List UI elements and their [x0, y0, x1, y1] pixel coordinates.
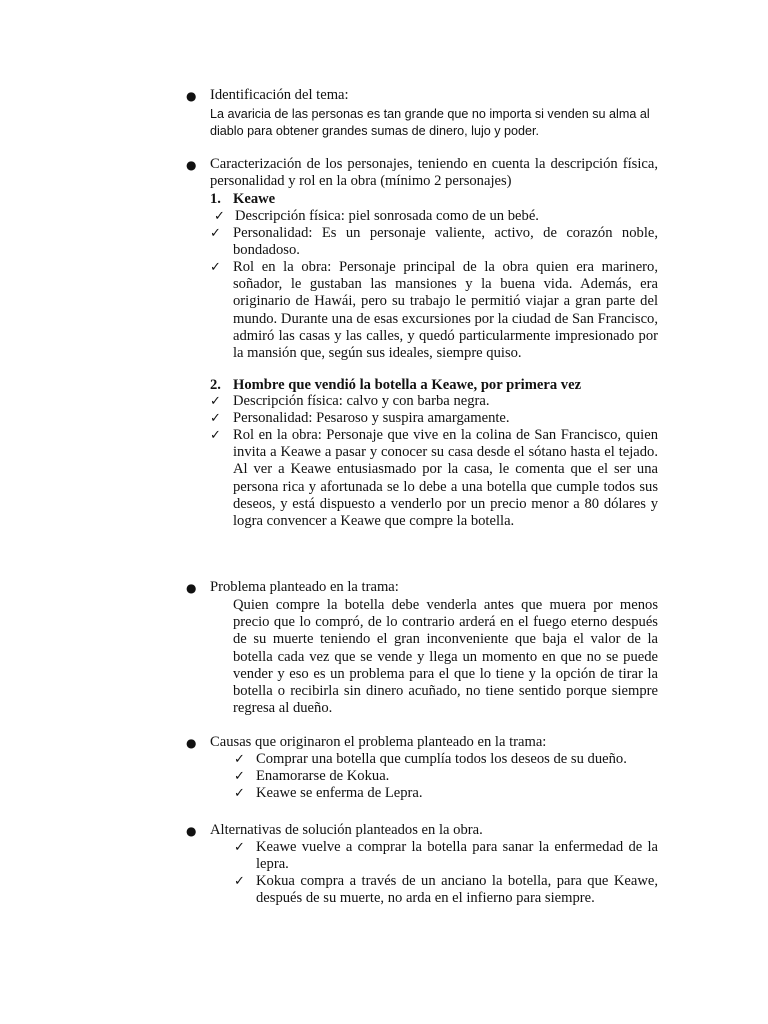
check-icon: ✓	[210, 428, 221, 443]
causa-item: Enamorarse de Kokua.	[256, 768, 390, 784]
bullet-icon: ●	[186, 89, 197, 103]
problema-heading: Problema planteado en la trama:	[210, 579, 399, 595]
alternativa-item: Keawe vuelve a comprar la botella para sanar la enfermedad de la lepra.	[256, 839, 658, 873]
character-item: Personalidad: Pesaroso y suspira amargamente.	[233, 410, 510, 426]
alternativa-item: Kokua compra a través de un anciano la botella, para que Keawe, después de su muerte, no arda en el infierno para siempre.	[256, 873, 658, 907]
check-icon: ✓	[234, 840, 245, 855]
tema-body: La avaricia de las personas es tan grande que no importa si venden su alma al diablo para obtener grandes sumas de dinero, lujo y poder.	[210, 107, 650, 138]
check-icon: ✓	[234, 769, 245, 784]
check-icon: ✓	[214, 209, 225, 224]
character-item: Rol en la obra: Personaje principal de la obra quien era marinero, soñador, le gustaban las mansiones y la buena vida. Además, era originario de Hawái, pero su trabajo le permitió viajar a gran parte del mundo. Durante una de esas excursiones por la ciudad de San Francisco, admiró las casas y las calles, y quedó particularmente impresionado por la mansión que, según sus ideales, siempre quiso.	[233, 259, 658, 362]
causa-item: Comprar una botella que cumplía todos los deseos de su dueño.	[256, 751, 627, 767]
character-number: 1.	[210, 191, 221, 207]
bullet-icon: ●	[186, 824, 197, 838]
bullet-icon: ●	[186, 158, 197, 172]
problema-body: Quien compre la botella debe venderla antes que muera por menos precio que lo compró, de lo contrario arderá en el fuego eterno después de su muerte teniendo el gran inconveniente que baja el valor de la botella cada vez que se vende y llega un momento en que no se puede vender y eso es un problema para el que lo tiene y la opción de tirar la botella o recibirla sin dinero acuñado, no tiene sentido porque siempre regresa al dueño.	[233, 597, 658, 717]
bullet-icon: ●	[186, 581, 197, 595]
check-icon: ✓	[234, 752, 245, 767]
character-item: Rol en la obra: Personaje que vive en la colina de San Francisco, quien invita a Keawe a pasar y conocer su casa desde el sótano hasta el tejado. Al ver a Keawe entusiasmado por la casa, le comenta que el ser una persona rica y afortunada se lo debe a una botella que cumple todos sus deseos, y está dispuesto a venderlo por un precio menor a 80 dólares y logra convencer a Keawe que compre la botella.	[233, 427, 658, 530]
tema-heading: Identificación del tema:	[210, 87, 349, 103]
character-name: Hombre que vendió la botella a Keawe, por primera vez	[233, 377, 582, 393]
causa-item: Keawe se enferma de Lepra.	[256, 785, 423, 801]
bullet-icon: ●	[186, 736, 197, 750]
check-icon: ✓	[210, 411, 221, 426]
check-icon: ✓	[234, 786, 245, 801]
causas-heading: Causas que originaron el problema planteado en la trama:	[210, 734, 547, 750]
check-icon: ✓	[234, 874, 245, 889]
character-item: Personalidad: Es un personaje valiente, activo, de corazón noble, bondadoso.	[233, 225, 658, 259]
check-icon: ✓	[210, 226, 221, 241]
character-name: Keawe	[233, 191, 276, 207]
character-item: Descripción física: piel sonrosada como de un bebé.	[235, 208, 539, 224]
caracterizacion-heading: Caracterización de los personajes, teniendo en cuenta la descripción física, personalidad y rol en la obra (mínimo 2 personajes)	[210, 156, 658, 190]
alternativas-heading: Alternativas de solución planteados en la obra.	[210, 822, 483, 838]
check-icon: ✓	[210, 260, 221, 275]
character-item: Descripción física: calvo y con barba negra.	[233, 393, 490, 409]
character-number: 2.	[210, 377, 221, 393]
check-icon: ✓	[210, 394, 221, 409]
